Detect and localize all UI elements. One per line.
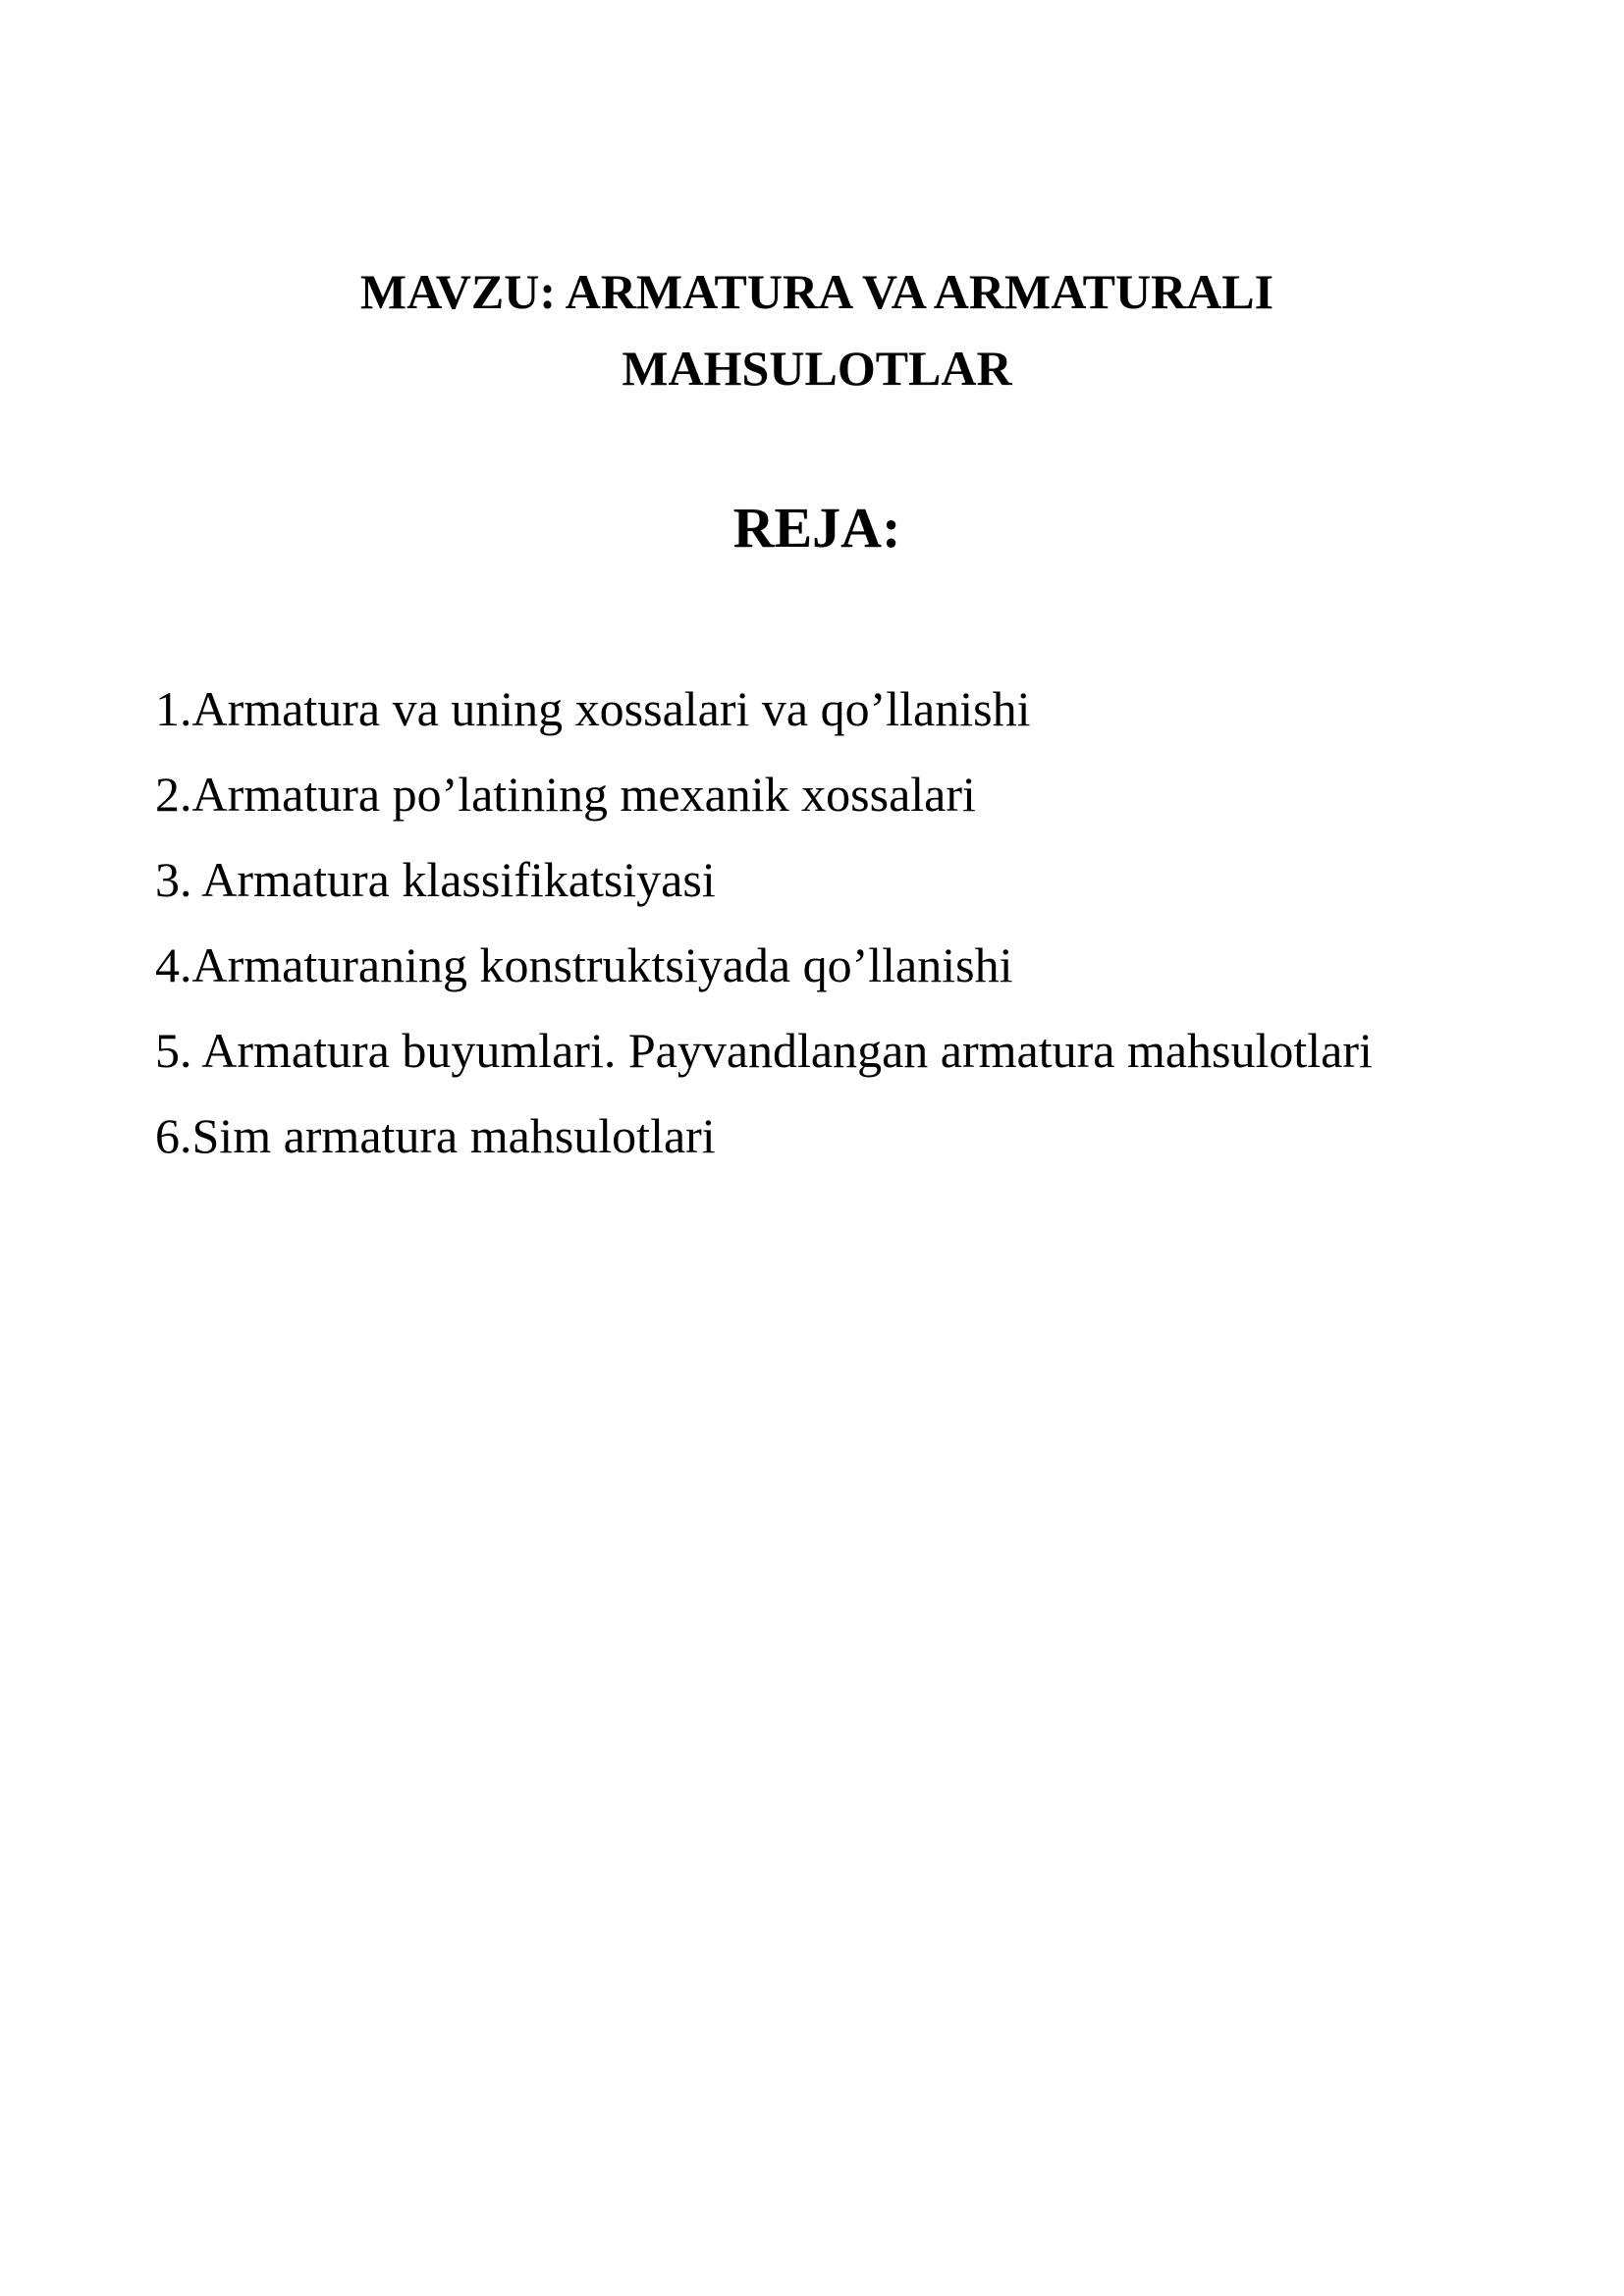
document-title [0, 253, 1624, 406]
plan-item: 5. Armatura buyumlari. Payvandlangan armatura mahsulotlari [155, 1023, 1373, 1078]
plan-item: 3. Armatura klassifikatsiyasi [155, 852, 716, 907]
plan-item: 6.Sim armatura mahsulotlari [155, 1108, 716, 1163]
plan-item: 4.Armaturaning konstruktsiyada qo’llanishi [155, 937, 1013, 992]
plan-heading: REJA: [732, 496, 901, 560]
plan-item: 2.Armatura po’latining mexanik xossalari [155, 767, 976, 822]
document-title-line-1: MAVZU: ARMATURA VA ARMATURALI [359, 264, 1274, 319]
document-title-line-2: MAHSULOTLAR [622, 341, 1012, 396]
plan-list [155, 667, 1530, 1179]
plan-item: 1.Armatura va uning xossalari va qo’llanishi [155, 681, 1031, 736]
